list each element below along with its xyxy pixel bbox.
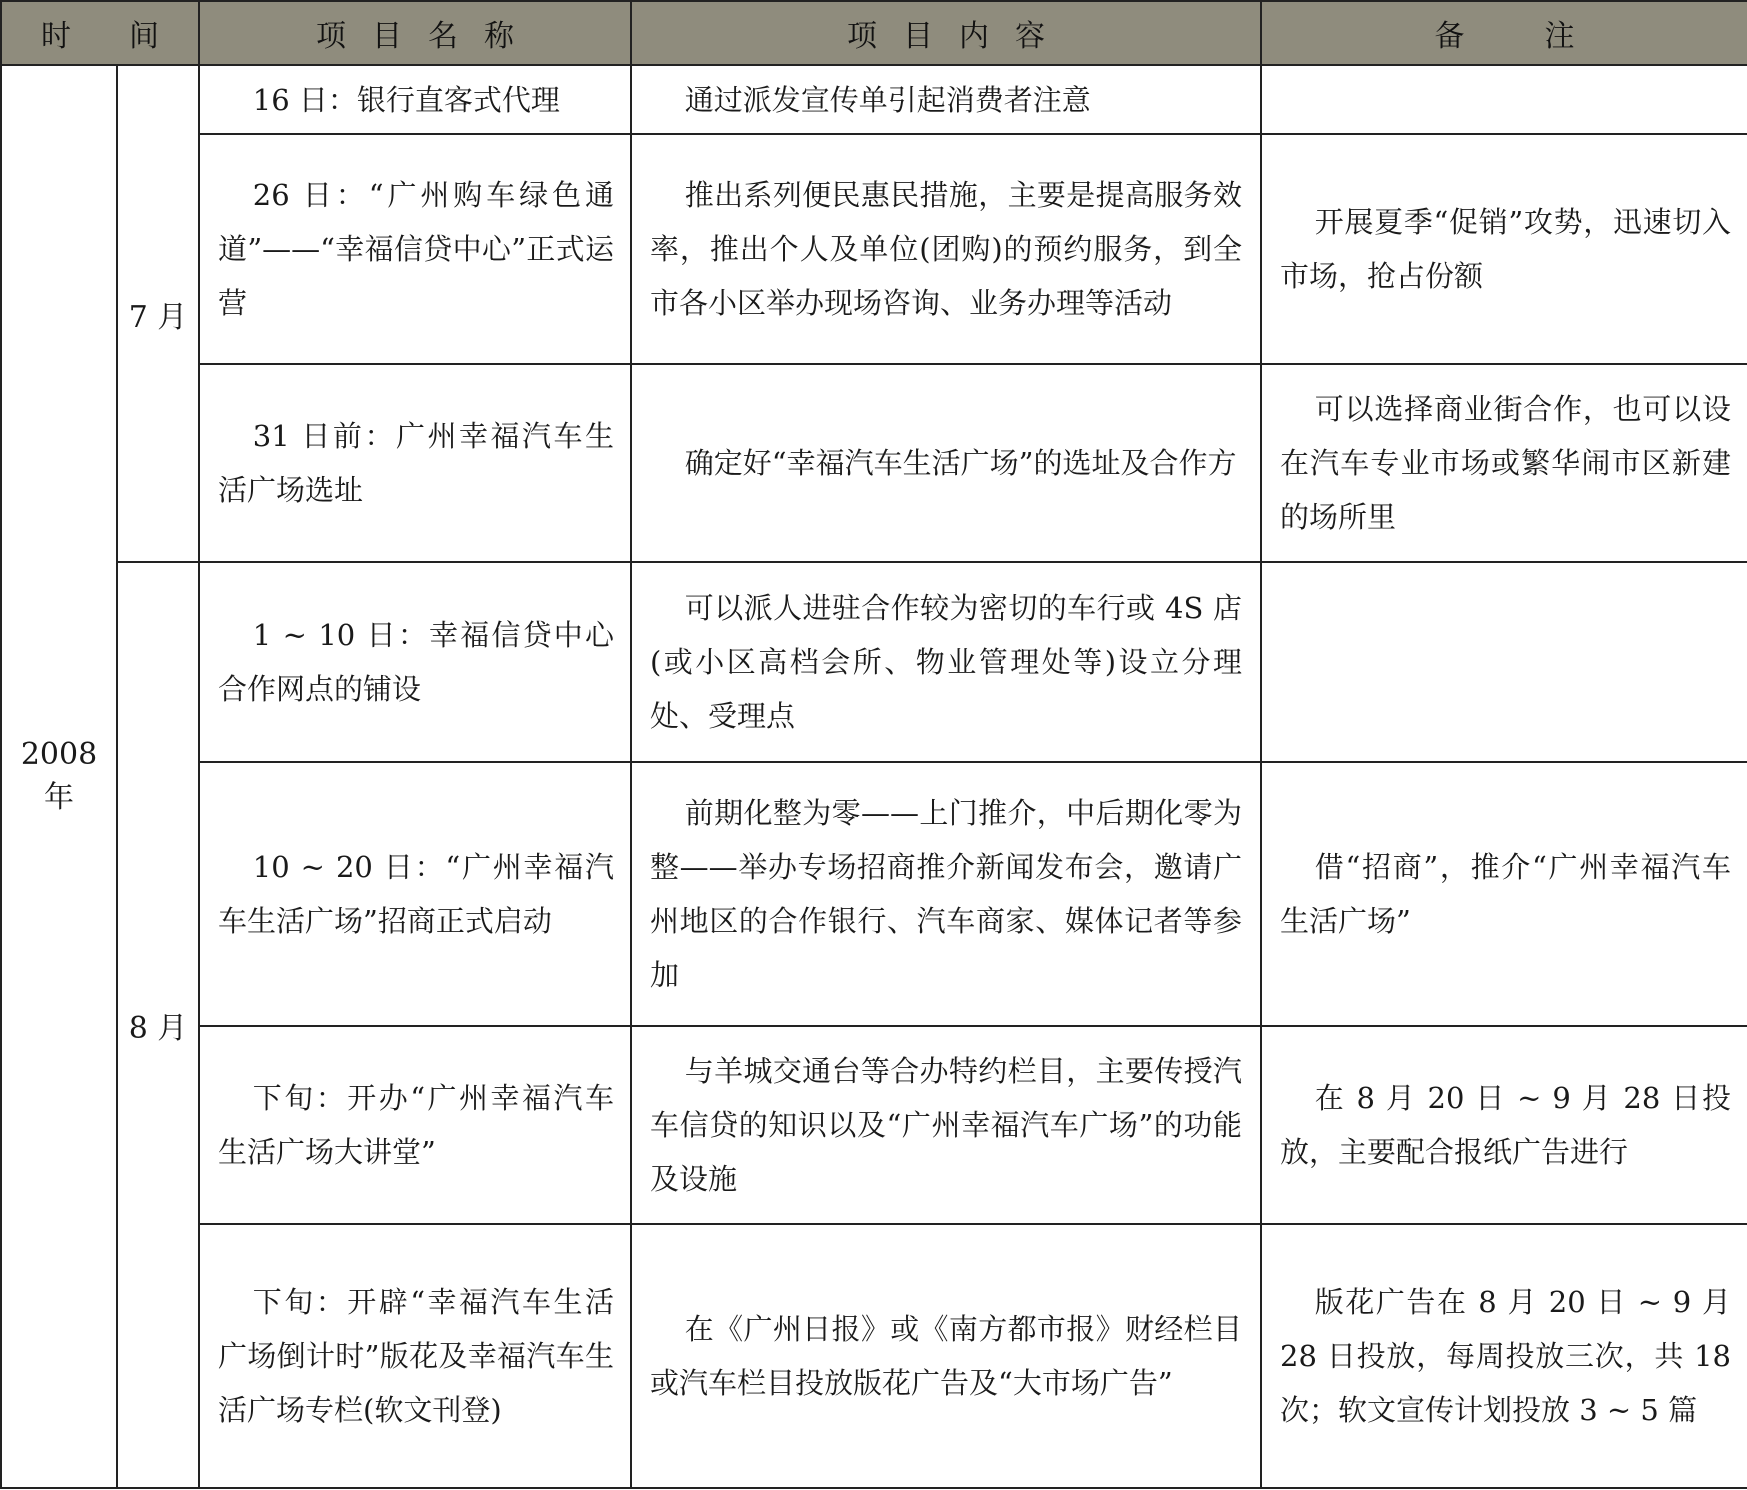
remark-text: 版花广告在 8 月 20 日 ~ 9 月 28 日投放，每周投放三次，共 18 次；软文宣传计划投放 3 ~ 5 篇 [1280, 1285, 1731, 1427]
project-content: 可以派人进驻合作较为密切的车行或 4S 店(或小区高档会所、物业管理处等)设立分理处、受理点 [650, 591, 1242, 733]
header-row [1, 1, 1747, 65]
remark-cell [1261, 134, 1747, 364]
project-content-cell [631, 562, 1261, 762]
remark-cell [1261, 65, 1747, 134]
project-content-cell [631, 1224, 1261, 1488]
project-name-cell [199, 134, 631, 364]
project-name: 31 日前：广州幸福汽车生活广场选址 [218, 419, 614, 507]
remark-cell [1261, 1224, 1747, 1488]
project-content: 前期化整为零——上门推介，中后期化零为整——举办专场招商推介新闻发布会，邀请广州地区的合作银行、汽车商家、媒体记者等参加 [650, 796, 1242, 992]
header-time: 时间 [1, 1, 199, 65]
project-content: 推出系列便民惠民措施，主要是提高服务效率，推出个人及单位(团购)的预约服务，到全市各小区举办现场咨询、业务办理等活动 [650, 178, 1242, 320]
project-name: 下旬：开办“广州幸福汽车生活广场大讲堂” [218, 1081, 614, 1169]
remark-text: 在 8 月 20 日 ~ 9 月 28 日投放，主要配合报纸广告进行 [1280, 1081, 1731, 1169]
project-content-cell [631, 134, 1261, 364]
project-name-cell [199, 364, 631, 562]
remark-cell [1261, 1026, 1747, 1224]
project-content-cell [631, 364, 1261, 562]
remark-cell [1261, 762, 1747, 1026]
project-content-cell [631, 65, 1261, 134]
month-cell-july: 7 月 [117, 65, 199, 562]
table-row [1, 65, 1747, 134]
project-name: 26 日：“广州购车绿色通道”——“幸福信贷中心”正式运营 [218, 178, 614, 320]
year-cell: 2008 年 [1, 65, 117, 1488]
remark-cell [1261, 562, 1747, 762]
project-content: 通过派发宣传单引起消费者注意 [684, 82, 1091, 117]
table-row [1, 364, 1747, 562]
project-name-cell [199, 562, 631, 762]
project-name-cell [199, 762, 631, 1026]
header-name: 项目名称 [199, 1, 631, 65]
remark-text: 开展夏季“促销”攻势，迅速切入市场，抢占份额 [1280, 205, 1731, 293]
project-content-cell [631, 1026, 1261, 1224]
remark-text: 借“招商”，推介“广州幸福汽车生活广场” [1280, 850, 1731, 938]
project-name: 下旬：开辟“幸福汽车生活广场倒计时”版花及幸福汽车生活广场专栏(软文刊登) [218, 1285, 614, 1427]
project-content-cell [631, 762, 1261, 1026]
project-name: 16 日：银行直客式代理 [252, 82, 560, 117]
project-name: 10 ~ 20 日：“广州幸福汽车生活广场”招商正式启动 [218, 850, 614, 938]
remark-text: 可以选择商业街合作，也可以设在汽车专业市场或繁华闹市区新建的场所里 [1280, 392, 1731, 534]
project-name-cell [199, 1026, 631, 1224]
project-name: 1 ~ 10 日：幸福信贷中心合作网点的铺设 [218, 618, 614, 706]
project-name-cell [199, 65, 631, 134]
project-name-cell [199, 1224, 631, 1488]
table-row [1, 562, 1747, 762]
table-row [1, 762, 1747, 1026]
remark-cell [1261, 364, 1747, 562]
table-row [1, 1026, 1747, 1224]
table-row [1, 1224, 1747, 1488]
month-cell-august: 8 月 [117, 562, 199, 1488]
table-row [1, 134, 1747, 364]
project-content: 确定好“幸福汽车生活广场”的选址及合作方 [684, 446, 1237, 480]
header-remark: 备注 [1261, 1, 1747, 65]
header-content: 项目内容 [631, 1, 1261, 65]
project-content: 与羊城交通台等合办特约栏目，主要传授汽车信贷的知识以及“广州幸福汽车广场”的功能及设施 [650, 1054, 1242, 1196]
project-content: 在《广州日报》或《南方都市报》财经栏目或汽车栏目投放版花广告及“大市场广告” [650, 1312, 1242, 1400]
